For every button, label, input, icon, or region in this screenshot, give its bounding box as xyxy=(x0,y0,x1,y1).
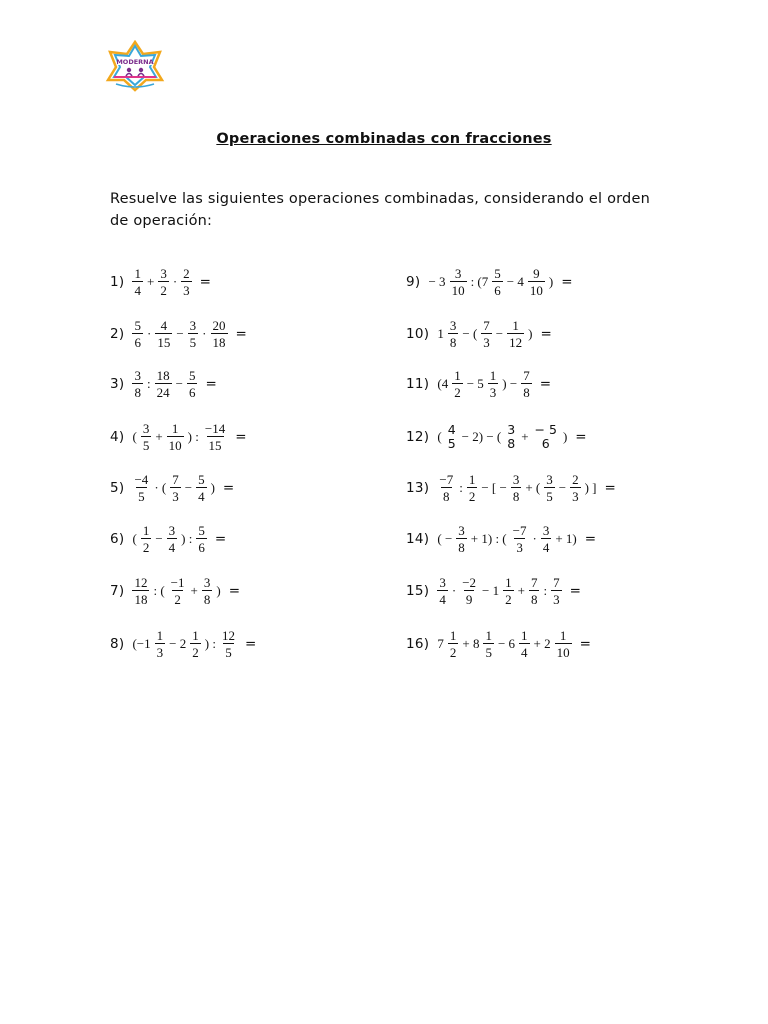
fraction xyxy=(446,421,458,451)
operator: − 3 xyxy=(428,274,446,289)
exercise-7 xyxy=(110,571,240,611)
fraction xyxy=(220,629,237,659)
exercise-10 xyxy=(406,314,552,354)
numerator: 1 xyxy=(521,628,528,643)
denominator: 8 xyxy=(523,385,530,400)
svg-text:MODERNA: MODERNA xyxy=(116,58,154,66)
fraction xyxy=(158,267,169,297)
denominator: 18 xyxy=(212,335,226,350)
numerator: 3 xyxy=(189,318,197,333)
numerator: 9 xyxy=(533,266,540,281)
fraction xyxy=(511,524,529,554)
operator: ) − xyxy=(502,376,518,391)
exercise-16 xyxy=(406,624,591,664)
exercise-expression xyxy=(130,369,199,399)
exercise-expression xyxy=(435,319,534,349)
numerator: 2 xyxy=(183,266,190,281)
numerator: 3 xyxy=(542,523,550,538)
denominator: 5 xyxy=(447,436,456,451)
numerator: 12 xyxy=(134,575,148,590)
operator: − 1 xyxy=(482,583,500,598)
numerator: 5 xyxy=(188,368,196,383)
numerator: 1 xyxy=(454,368,461,383)
numerator: 1 xyxy=(559,628,567,643)
numerator: 7 xyxy=(523,368,530,383)
fraction xyxy=(202,576,213,606)
operator: + xyxy=(155,429,163,444)
fraction xyxy=(170,473,181,503)
fraction xyxy=(169,576,187,606)
operator: + xyxy=(190,583,198,598)
operator: + ( xyxy=(525,480,541,495)
exercise-expression xyxy=(130,473,216,503)
operator: + xyxy=(146,274,155,289)
fraction xyxy=(132,576,149,606)
operator: ( xyxy=(437,429,442,444)
numerator: −1 xyxy=(170,575,185,590)
operator: (−1 xyxy=(132,636,151,651)
exercise-6 xyxy=(110,519,226,559)
exercise-13 xyxy=(406,468,616,508)
denominator: 8 xyxy=(507,436,516,451)
numerator: 1 xyxy=(156,628,164,643)
fraction xyxy=(507,319,524,349)
numerator: 3 xyxy=(160,266,167,281)
operator: − xyxy=(176,326,184,341)
denominator: 8 xyxy=(512,489,520,504)
denominator: 15 xyxy=(208,438,222,453)
denominator: 2 xyxy=(468,489,476,504)
fraction xyxy=(132,267,143,297)
denominator: 6 xyxy=(198,540,205,555)
fraction xyxy=(528,267,545,297)
denominator: 2 xyxy=(142,540,150,555)
denominator: 10 xyxy=(529,283,543,298)
denominator: 5 xyxy=(189,335,197,350)
operator: ) xyxy=(528,326,533,341)
operator: − xyxy=(495,326,504,341)
numerator: 20 xyxy=(212,318,226,333)
numerator: 3 xyxy=(439,575,446,590)
denominator: 2 xyxy=(449,645,457,660)
exercise-number: 15) xyxy=(406,583,430,599)
numerator: −14 xyxy=(204,421,226,436)
fraction xyxy=(460,576,478,606)
numerator: 5 xyxy=(198,472,205,487)
numerator: 12 xyxy=(221,628,235,643)
operator: : ( xyxy=(153,583,165,598)
fraction xyxy=(196,524,207,554)
denominator: 5 xyxy=(225,645,232,660)
numerator: 7 xyxy=(530,575,538,590)
denominator: 4 xyxy=(439,592,446,607)
exercise-expression xyxy=(130,267,193,297)
operator: + 2 xyxy=(533,636,551,651)
numerator: − 5 xyxy=(534,421,557,437)
fraction xyxy=(141,422,152,452)
exercise-number: 13) xyxy=(406,480,430,496)
denominator: 5 xyxy=(142,438,150,453)
denominator: 3 xyxy=(489,385,497,400)
fraction xyxy=(448,629,459,659)
denominator: 6 xyxy=(541,436,550,451)
exercise-number: 8) xyxy=(110,636,125,652)
fraction xyxy=(533,421,559,451)
operator: : xyxy=(146,376,151,391)
exercise-3 xyxy=(110,364,217,404)
equals-sign: = xyxy=(244,636,257,652)
denominator: 8 xyxy=(449,335,457,350)
operator: 1 xyxy=(437,326,444,341)
operator: : xyxy=(459,480,463,495)
numerator: 2 xyxy=(572,472,579,487)
exercise-15 xyxy=(406,571,581,611)
denominator: 4 xyxy=(168,540,176,555)
denominator: 6 xyxy=(134,335,141,350)
numerator: 18 xyxy=(156,368,170,383)
equals-sign: = xyxy=(604,480,616,496)
fraction xyxy=(132,473,150,503)
operator: + 1) : ( xyxy=(470,531,507,546)
denominator: 6 xyxy=(494,283,501,298)
numerator: 3 xyxy=(142,421,150,436)
numerator: 7 xyxy=(553,575,560,590)
equals-sign: = xyxy=(235,326,247,342)
fraction xyxy=(505,421,517,451)
numerator: 1 xyxy=(171,421,179,436)
numerator: 1 xyxy=(468,472,476,487)
operator: − 6 xyxy=(497,636,516,651)
fraction xyxy=(181,267,192,297)
denominator: 2 xyxy=(160,283,167,298)
denominator: 8 xyxy=(134,385,141,400)
denominator: 6 xyxy=(188,385,196,400)
denominator: 3 xyxy=(553,592,560,607)
operator: − 4 xyxy=(506,274,524,289)
fraction xyxy=(544,473,555,503)
fraction xyxy=(483,629,494,659)
exercise-expression xyxy=(130,576,222,606)
fraction xyxy=(492,267,503,297)
denominator: 3 xyxy=(183,283,190,298)
fraction xyxy=(541,524,552,554)
exercise-1 xyxy=(110,262,211,302)
numerator: 5 xyxy=(198,523,205,538)
exercise-number: 14) xyxy=(406,531,430,547)
denominator: 3 xyxy=(156,645,164,660)
operator: · xyxy=(172,274,178,289)
numerator: 1 xyxy=(489,368,497,383)
equals-sign: = xyxy=(539,376,552,392)
operator: − xyxy=(155,531,163,546)
exercise-expression xyxy=(130,629,238,659)
numerator: 1 xyxy=(192,628,199,643)
fraction xyxy=(570,473,581,503)
operator: ) xyxy=(210,480,215,495)
denominator: 2 xyxy=(174,592,181,607)
operator: − 2) − ( xyxy=(461,429,502,444)
numerator: 1 xyxy=(485,628,492,643)
fraction xyxy=(196,473,207,503)
numerator: 3 xyxy=(458,523,465,538)
operator: + xyxy=(521,429,529,444)
numerator: 1 xyxy=(142,523,150,538)
numerator: 3 xyxy=(168,523,176,538)
operator: − 5 xyxy=(466,376,484,391)
exercise-number: 12) xyxy=(406,429,430,445)
denominator: 3 xyxy=(172,489,179,504)
operator: : xyxy=(543,583,548,598)
numerator: 3 xyxy=(203,575,211,590)
denominator: 10 xyxy=(556,645,570,660)
operator: · xyxy=(202,326,207,341)
operator: (4 xyxy=(437,376,449,391)
exercise-number: 6) xyxy=(110,531,125,547)
denominator: 15 xyxy=(157,335,171,350)
numerator: −2 xyxy=(462,575,477,590)
denominator: 3 xyxy=(483,335,490,350)
fraction xyxy=(555,629,572,659)
operator: ) xyxy=(216,583,221,598)
exercise-expression xyxy=(435,369,533,399)
exercise-number: 2) xyxy=(110,326,125,342)
fraction xyxy=(448,319,459,349)
numerator: 3 xyxy=(546,472,553,487)
exercise-8 xyxy=(110,624,256,664)
exercise-expression xyxy=(130,422,229,452)
denominator: 4 xyxy=(134,283,141,298)
denominator: 18 xyxy=(134,592,148,607)
numerator: 1 xyxy=(134,266,141,281)
numerator: 7 xyxy=(172,472,179,487)
fraction xyxy=(188,319,199,349)
fraction xyxy=(551,576,562,606)
numerator: 3 xyxy=(134,368,141,383)
exercise-11 xyxy=(406,364,551,404)
denominator: 2 xyxy=(454,385,461,400)
exercise-12 xyxy=(406,417,587,457)
numerator: 5 xyxy=(494,266,501,281)
denominator: 8 xyxy=(443,489,450,504)
denominator: 4 xyxy=(521,645,528,660)
denominator: 24 xyxy=(156,385,170,400)
numerator: 5 xyxy=(134,318,141,333)
operator: − xyxy=(175,376,183,391)
exercise-9 xyxy=(406,262,573,302)
exercise-14 xyxy=(406,519,596,559)
exercise-number: 1) xyxy=(110,274,125,290)
exercise-expression xyxy=(435,421,569,451)
equals-sign: = xyxy=(540,326,552,342)
operator: ) ] xyxy=(584,480,597,495)
numerator: 1 xyxy=(512,318,519,333)
denominator: 9 xyxy=(465,592,473,607)
fraction xyxy=(155,369,172,399)
exercise-4 xyxy=(110,417,247,457)
fraction xyxy=(511,473,522,503)
operator: ( − xyxy=(437,531,453,546)
numerator: −7 xyxy=(512,523,527,538)
equals-sign: = xyxy=(222,480,235,496)
fraction xyxy=(203,422,227,452)
operator: − xyxy=(558,480,567,495)
fraction xyxy=(155,319,172,349)
operator: ( xyxy=(132,429,137,444)
exercise-expression xyxy=(435,576,563,606)
fraction xyxy=(529,576,540,606)
fraction xyxy=(167,524,178,554)
operator: + 8 xyxy=(462,636,480,651)
operator: + xyxy=(517,583,525,598)
fraction xyxy=(132,369,143,399)
numerator: −4 xyxy=(134,472,149,487)
fraction xyxy=(519,629,530,659)
operator: : (7 xyxy=(470,274,489,289)
numerator: 4 xyxy=(160,318,168,333)
denominator: 10 xyxy=(451,283,465,298)
denominator: 3 xyxy=(572,489,579,504)
fraction xyxy=(211,319,228,349)
fraction xyxy=(141,524,152,554)
exercise-number: 5) xyxy=(110,480,125,496)
equals-sign: = xyxy=(575,429,587,445)
operator: − [ − xyxy=(481,480,507,495)
exercise-5 xyxy=(110,468,234,508)
denominator: 3 xyxy=(516,540,523,555)
denominator: 8 xyxy=(203,592,211,607)
fraction xyxy=(450,267,467,297)
equals-sign: = xyxy=(205,376,217,392)
denominator: 8 xyxy=(458,540,465,555)
exercise-expression xyxy=(426,267,555,297)
operator: − 2 xyxy=(169,636,187,651)
fraction xyxy=(437,473,455,503)
equals-sign: = xyxy=(199,274,211,290)
equals-sign: = xyxy=(214,531,227,547)
numerator: −7 xyxy=(439,472,454,487)
equals-sign: = xyxy=(579,636,591,652)
numerator: 1 xyxy=(505,575,512,590)
numerator: 3 xyxy=(449,318,457,333)
fraction xyxy=(488,369,499,399)
fraction xyxy=(452,369,463,399)
numerator: 3 xyxy=(512,472,520,487)
exercise-expression xyxy=(435,473,598,503)
exercise-number: 9) xyxy=(406,274,421,290)
operator: − ( xyxy=(462,326,478,341)
fraction xyxy=(437,576,448,606)
operator: · ( xyxy=(154,480,167,495)
denominator: 4 xyxy=(198,489,205,504)
operator: 7 xyxy=(437,636,444,651)
equals-sign: = xyxy=(561,274,573,290)
numerator: 3 xyxy=(507,421,516,437)
fraction xyxy=(503,576,514,606)
fraction xyxy=(456,524,467,554)
exercise-expression xyxy=(130,319,229,349)
operator: · xyxy=(146,326,152,341)
operator: ) xyxy=(562,429,568,444)
operator: − xyxy=(184,480,193,495)
fraction xyxy=(467,473,478,503)
fraction xyxy=(187,369,198,399)
fraction xyxy=(167,422,184,452)
operator: + 1) xyxy=(555,531,577,546)
operator: · xyxy=(451,583,457,598)
operator: ( xyxy=(132,531,137,546)
instructions: Resuelve las siguientes operaciones combinadas, considerando el orden de operación: xyxy=(110,191,650,229)
school-logo-icon xyxy=(104,40,166,92)
exercise-number: 4) xyxy=(110,429,125,445)
equals-sign: = xyxy=(228,583,241,599)
fraction xyxy=(132,319,143,349)
exercise-number: 11) xyxy=(406,376,430,392)
denominator: 8 xyxy=(530,592,538,607)
denominator: 5 xyxy=(485,645,492,660)
fraction xyxy=(155,629,166,659)
denominator: 4 xyxy=(542,540,550,555)
denominator: 2 xyxy=(505,592,512,607)
operator: ) : xyxy=(181,531,193,546)
numerator: 4 xyxy=(447,421,456,437)
numerator: 7 xyxy=(483,318,490,333)
exercise-expression xyxy=(130,524,208,554)
denominator: 10 xyxy=(168,438,182,453)
fraction xyxy=(190,629,201,659)
equals-sign: = xyxy=(584,531,597,547)
operator: ) : xyxy=(204,636,216,651)
fraction xyxy=(521,369,532,399)
operator: ) xyxy=(548,274,554,289)
operator: ) : xyxy=(187,429,199,444)
exercise-number: 7) xyxy=(110,583,125,599)
denominator: 2 xyxy=(192,645,199,660)
exercise-expression xyxy=(435,629,573,659)
numerator: 1 xyxy=(449,628,457,643)
denominator: 5 xyxy=(138,489,145,504)
equals-sign: = xyxy=(569,583,581,599)
exercise-number: 16) xyxy=(406,636,430,652)
equals-sign: = xyxy=(235,429,247,445)
denominator: 5 xyxy=(546,489,553,504)
exercise-number: 10) xyxy=(406,326,430,342)
fraction xyxy=(481,319,492,349)
exercise-expression xyxy=(435,524,578,554)
operator: · xyxy=(532,531,537,546)
page-title: Operaciones combinadas con fracciones xyxy=(216,131,552,147)
numerator: 3 xyxy=(454,266,462,281)
exercise-number: 3) xyxy=(110,376,125,392)
exercise-2 xyxy=(110,314,247,354)
denominator: 12 xyxy=(509,335,523,350)
